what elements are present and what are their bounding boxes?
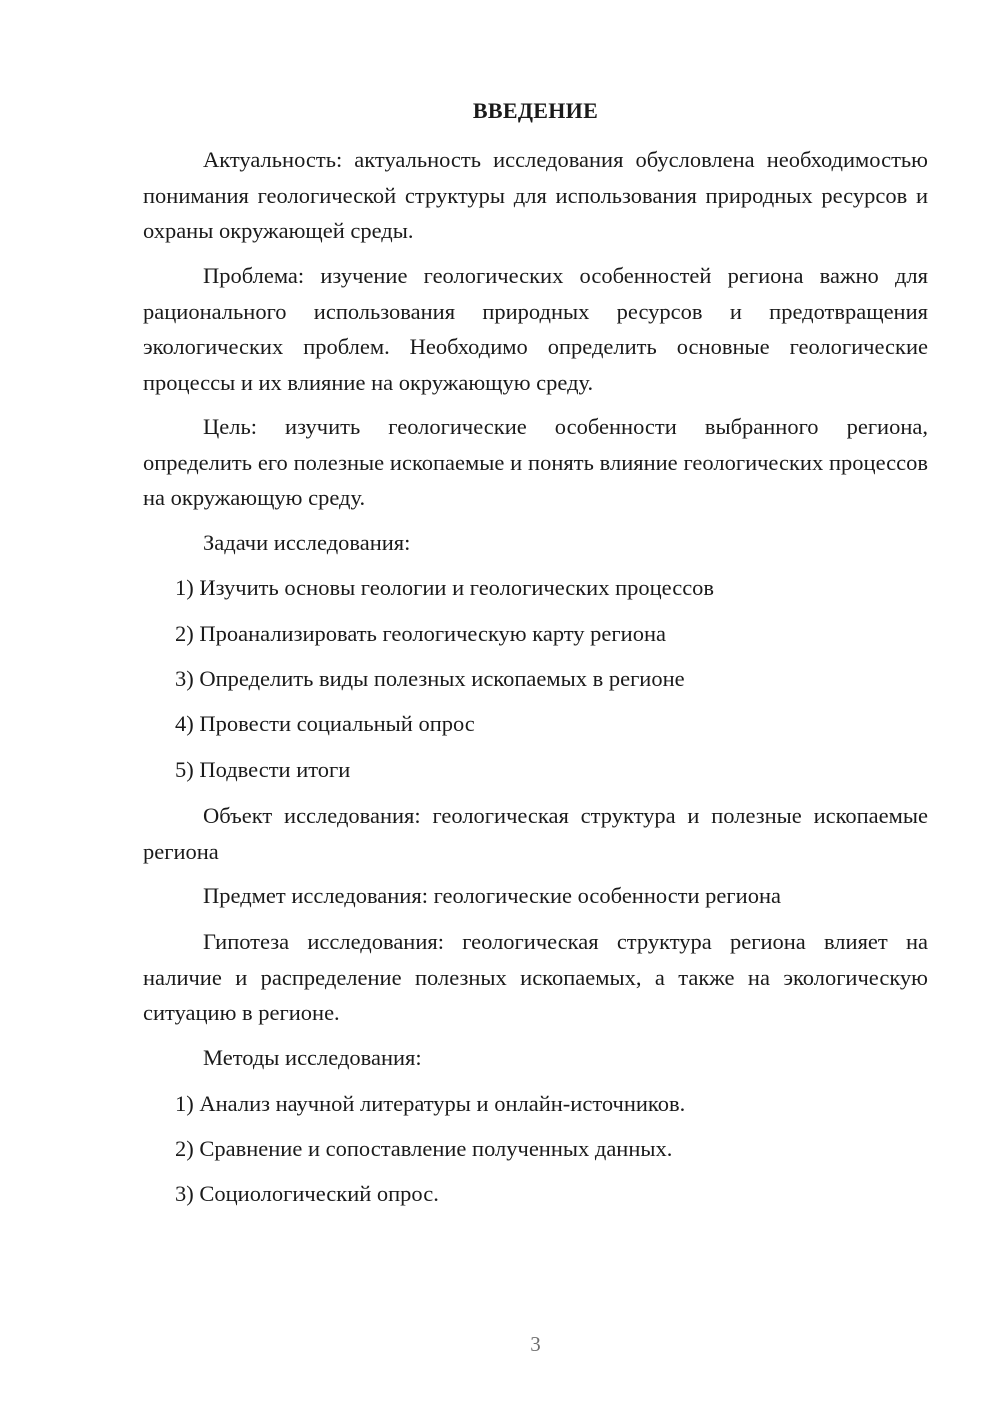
subject-paragraph: Предмет исследования: геологические особенности региона: [203, 883, 781, 908]
problem-paragraph: Проблема: изучение геологических особенностей региона важно для рационального использования природных ресурсов и предотвращения экологических проблем. Необходимо определить основные геологические процессы и их влияние на окружающую среду.: [143, 263, 928, 395]
object-paragraph: Объект исследования: геологическая структура и полезные ископаемые региона: [143, 803, 928, 864]
task-item: 1) Изучить основы геологии и геологических процессов: [175, 575, 715, 600]
document-page: [143, 0, 928, 1414]
task-item: 2) Проанализировать геологическую карту региона: [175, 621, 666, 646]
goal-paragraph: Цель: изучить геологические особенности выбранного региона, определить его полезные ископаемые и понять влияние геологических процессов на окружающую среду.: [143, 414, 928, 510]
relevance-paragraph: Актуальность: актуальность исследования обусловлена необходимостью понимания геологической структуры для использования природных ресурсов и охраны окружающей среды.: [143, 147, 928, 243]
hypothesis-paragraph: Гипотеза исследования: геологическая структура региона влияет на наличие и распределение полезных ископаемых, а также на экологическую ситуацию в регионе.: [143, 929, 928, 1025]
section-title: ВВЕДЕНИЕ: [472, 98, 599, 123]
task-item: 4) Провести социальный опрос: [175, 711, 475, 736]
page-number: 3: [530, 1332, 541, 1356]
method-item: 1) Анализ научной литературы и онлайн-источников.: [175, 1091, 686, 1116]
task-item: 3) Определить виды полезных ископаемых в регионе: [175, 666, 685, 691]
tasks-heading: Задачи исследования:: [203, 530, 411, 555]
methods-heading: Методы исследования:: [203, 1045, 422, 1070]
task-item: 5) Подвести итоги: [175, 757, 351, 782]
method-item: 2) Сравнение и сопоставление полученных данных.: [175, 1136, 673, 1161]
method-item: 3) Социологический опрос.: [175, 1181, 439, 1206]
